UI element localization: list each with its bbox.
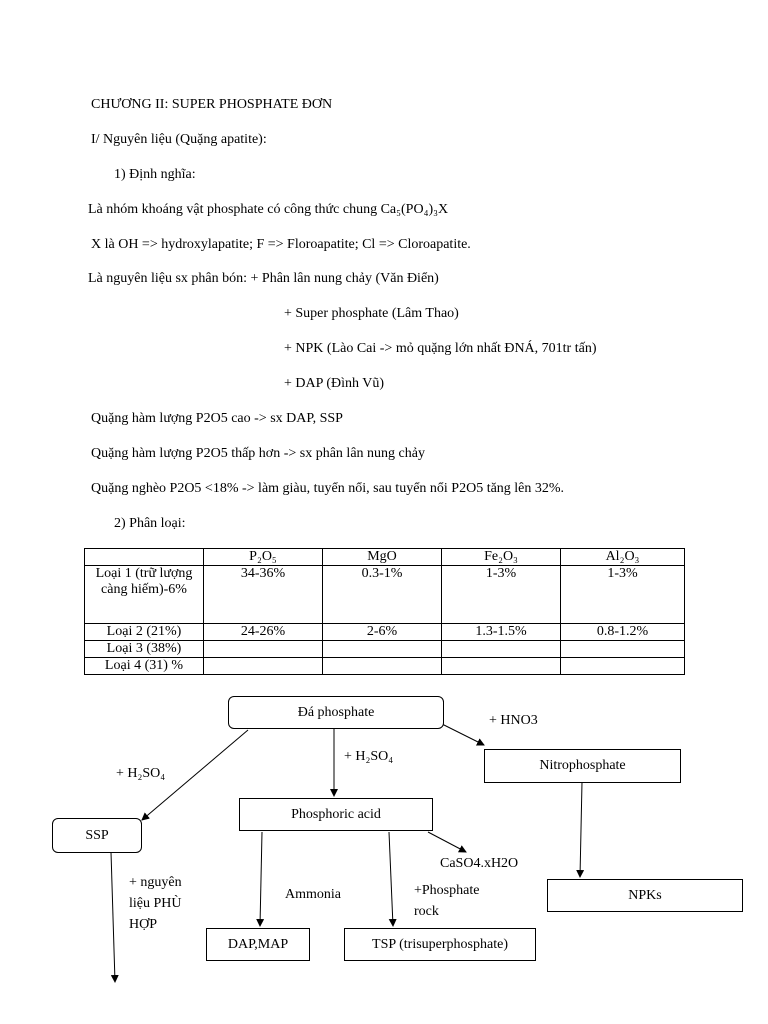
table-cell: 1-3% bbox=[442, 566, 561, 624]
arrow-acid-to-tsp bbox=[389, 832, 393, 926]
table-header-cell: Fe₂O₃ bbox=[442, 549, 561, 566]
label-h2so4-left: + H₂SO₄ bbox=[116, 766, 166, 781]
table-cell: 0.3-1% bbox=[323, 566, 442, 624]
table-cell: Loại 3 (38%) bbox=[85, 641, 204, 658]
table-cell: 2-6% bbox=[323, 624, 442, 641]
label-caso4: CaSO4.xH2O bbox=[440, 856, 519, 871]
node-tsp: TSP (trisuperphosphate) bbox=[344, 928, 536, 961]
arrow-rock-to-nitro bbox=[442, 724, 484, 745]
table-cell: Loại 4 (31) % bbox=[85, 658, 204, 675]
arrow-ssp-down bbox=[111, 852, 115, 982]
label-nguyen-lieu: + nguyên liệu PHÙ HỢP bbox=[129, 875, 182, 932]
table-cell: 0.8-1.2% bbox=[561, 624, 685, 641]
table-header-cell: MgO bbox=[323, 549, 442, 566]
arrow-acid-to-caso4 bbox=[428, 832, 466, 852]
usage-intro: Là nguyên liệu sx phân bón: + Phân lân nung chảy (Văn Điển) bbox=[88, 271, 439, 286]
node-nitrophosphate: Nitrophosphate bbox=[484, 749, 681, 783]
table-cell: 1.3-1.5% bbox=[442, 624, 561, 641]
label-h2so4-mid: + H₂SO₄ bbox=[344, 749, 394, 764]
table-header-cell: P₂O₅ bbox=[204, 549, 323, 566]
arrow-acid-to-dap bbox=[260, 832, 262, 926]
usage-item: + DAP (Đình Vũ) bbox=[284, 376, 385, 391]
label-hno3: + HNO3 bbox=[489, 713, 538, 728]
node-ssp: SSP bbox=[52, 818, 142, 853]
chapter-heading: CHƯƠNG II: SUPER PHOSPHATE ĐƠN bbox=[91, 97, 333, 112]
node-phosphoric-acid: Phosphoric acid bbox=[239, 798, 433, 831]
table-header-cell: Al₂O₃ bbox=[561, 549, 685, 566]
usage-item: + NPK (Lào Cai -> mỏ quặng lớn nhất ĐNÁ, 701tr tấn) bbox=[284, 341, 597, 356]
usage-item: + Super phosphate (Lâm Thao) bbox=[284, 306, 459, 321]
table-cell: 34-36% bbox=[204, 566, 323, 624]
definition-text: Là nhóm khoáng vật phosphate có công thức chung Ca₅(PO₄)₃X bbox=[88, 202, 449, 217]
table-cell: 24-26% bbox=[204, 624, 323, 641]
ore-line: Quặng hàm lượng P2O5 thấp hơn -> sx phân lân nung chảy bbox=[91, 446, 425, 461]
subsection-classification: 2) Phân loại: bbox=[114, 516, 186, 531]
subsection-definition: 1) Định nghĩa: bbox=[114, 167, 196, 182]
node-phosphate-rock: Đá phosphate bbox=[228, 696, 444, 729]
ore-line: Quặng nghèo P2O5 <18% -> làm giàu, tuyển nổi, sau tuyển nổi P2O5 tăng lên 32%. bbox=[91, 481, 565, 496]
table-cell: Loại 1 (trữ lượng càng hiếm)-6% bbox=[85, 566, 204, 624]
node-dap-map: DAP,MAP bbox=[206, 928, 310, 961]
node-npks: NPKs bbox=[547, 879, 743, 912]
table-cell: 1-3% bbox=[561, 566, 685, 624]
label-phosphate-rock: +Phosphate rock bbox=[414, 883, 480, 919]
section-title: I/ Nguyên liệu (Quặng apatite): bbox=[91, 132, 267, 147]
label-ammonia: Ammonia bbox=[285, 887, 341, 902]
table-cell: Loại 2 (21%) bbox=[85, 624, 204, 641]
x-variants-text: X là OH => hydroxylapatite; F => Floroapatite; Cl => Cloroapatite. bbox=[91, 237, 471, 252]
ore-line: Quặng hàm lượng P2O5 cao -> sx DAP, SSP bbox=[91, 411, 343, 426]
arrow-nitro-to-npks bbox=[580, 782, 582, 877]
